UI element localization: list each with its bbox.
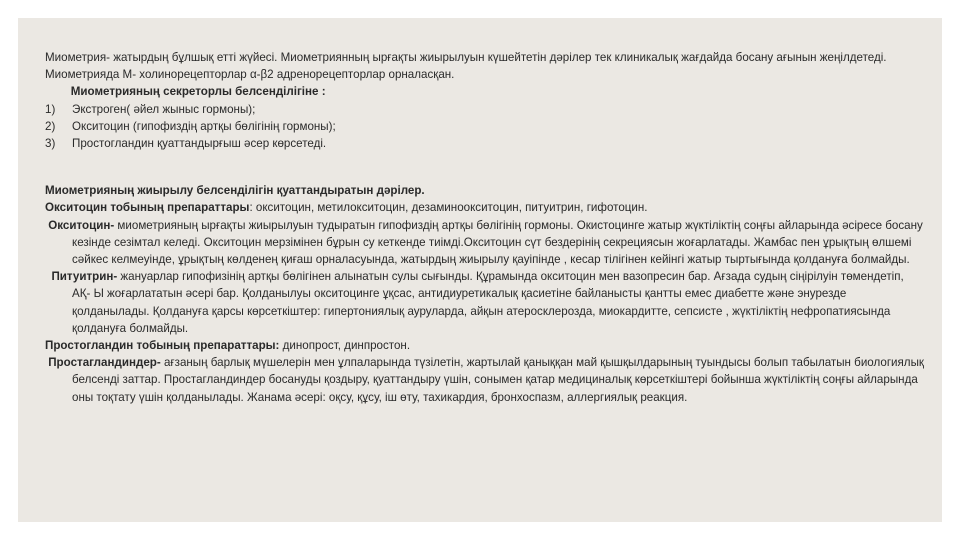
- prostaglandin-group-label: Простогландин тобының препараттары:: [45, 339, 280, 353]
- list-item-text: Простогландин қуаттандырғыш әсер көрсетеді.: [72, 137, 327, 151]
- oxytocin-text: миометрияның ырғақты жиырылуын тудыратын гипофиздің артқы бөлігінің гормоны. Окистоцинге жатыр жүктіліктің соңғы айларында әсіресе босану кезінде сезімтал келеді. Окситоцин мерзімінен бұрын су кеткенде тиімді.Окситоцин сүт бездерінің секрециясын жоғарлатады. Жамбас пен ұрықтың өлшемі сәйкес келмеуінде, ұрықтың көлденең қиғаш орналасуында, жатырдың жиырылу қауіпінде , кесар тілігінен кейінгі жатыр тыртығында қолдануға болмайды.: [72, 218, 923, 267]
- section-spacer: [45, 152, 925, 182]
- list-item: [45, 118, 925, 135]
- slide: [18, 18, 942, 522]
- list-item-text: Окситоцин (гипофиздің артқы бөлігінің гормоны);: [72, 119, 336, 133]
- oxytocin-label: Окситоцин-: [45, 218, 115, 232]
- list-item: [45, 135, 925, 152]
- section-heading: Миометрияның жиырылу белсенділігін қуаттандыратын дәрілер.: [45, 184, 425, 198]
- list-item: [45, 101, 925, 118]
- list-item-number: 2): [45, 119, 56, 133]
- pituitrin-paragraph: [45, 268, 925, 337]
- list-item-text: Экстроген( әйел жыныс гормоны);: [72, 102, 256, 116]
- secretory-heading: Миометрияның секреторлы белсенділігіне :: [45, 85, 326, 99]
- pituitrin-label: Питуитрин-: [45, 270, 118, 284]
- prostaglandin-paragraph: [45, 354, 925, 406]
- prostaglandin-text: ағзаның барлық мүшелерін мен ұлпаларында түзілетін, жартылай қаныққан май қышқылдарының туындысы болып табылатын биологиялық белсенді заттар. Простагландиндер босануды қоздыру, қуаттандыру үшін, сонымен қатар медициналық көрсеткіштері бойынша жүктіліктің соңғы айларында оны тоқтату үшін қолданылады. Жанама әсері: оқсу, құсу, іш өту, тахикардия, бронхоспазм, аллергиялық реакция.: [72, 356, 924, 404]
- oxytocin-paragraph: [45, 217, 925, 269]
- list-item-number: 1): [45, 102, 56, 116]
- prostaglandin-group-text: динопрост, динпростон.: [279, 339, 411, 353]
- slide-text-body: [45, 49, 925, 406]
- oxytocin-group-paragraph: [45, 199, 925, 216]
- list-item-number: 3): [45, 137, 56, 151]
- pituitrin-text: жануарлар гипофизінің артқы бөлігінен алынатын сулы сығынды. Құрамында окситоцин мен вазопресин бар. Ағзада судың сіңірілуін төмендетіп, АҚ- Ы жоғарлататын әсері бар. Қолданылуы окситоцинге ұқсас, антидиуретикалық қасиетіне байланысты қантты емес диабетте және энурезде қолданылады. Қолдануға қарсы көрсеткіштер: гипертониялық ауруларда, айқын атеросклерозда, миокардитте, сепсисте , жүктіліктің нефропатиясында қолдануға болмайды.: [72, 270, 904, 335]
- oxytocin-group-text: : окситоцин, метилокситоцин, дезаминоокситоцин, питуитрин, гифотоцин.: [249, 201, 648, 215]
- intro-line-2: Миометрияда М- холинорецепторлар α-β2 адренорецепторлар орналасқан.: [45, 68, 455, 82]
- oxytocin-group-label: Окситоцин тобының препараттары: [45, 201, 250, 215]
- prostaglandin-label: Простагландиндер-: [45, 356, 161, 370]
- intro-line-1: Миометрия- жатырдың бұлшық етті жүйесі. Миометриянның ырғақты жиырылуын күшейтетін дәрілер тек клиникалық жағдайда босану ағынын жеңілдетеді.: [45, 51, 887, 64]
- prostaglandin-group-paragraph: [45, 337, 925, 354]
